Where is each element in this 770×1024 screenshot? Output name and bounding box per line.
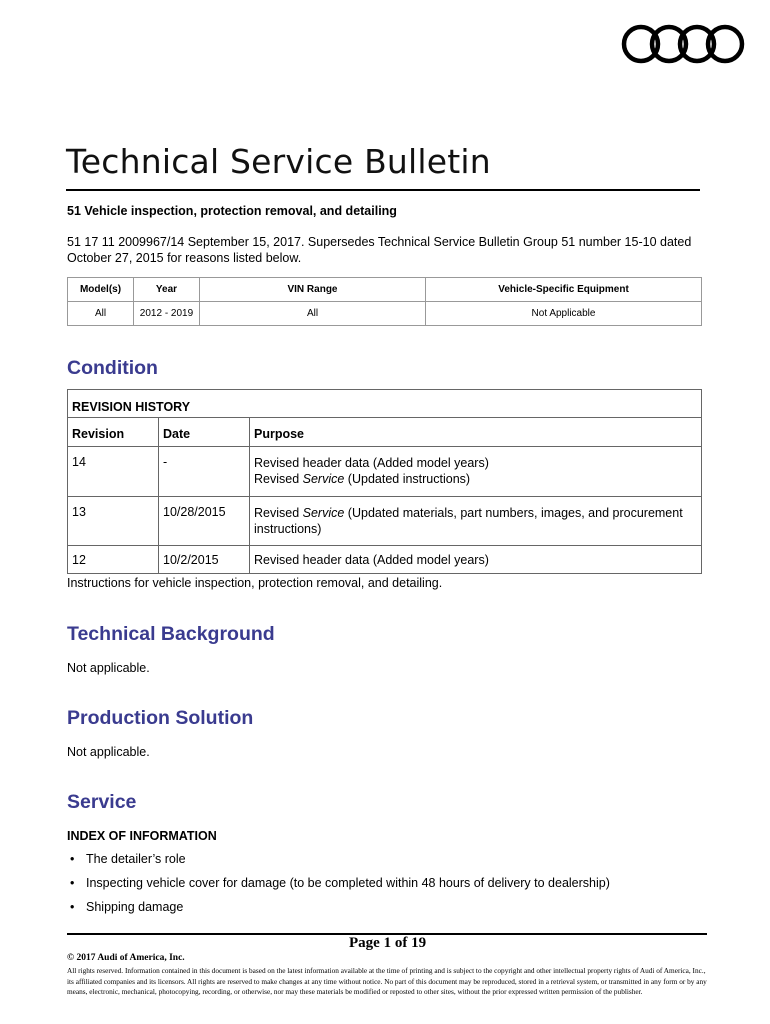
bullet-icon: • — [70, 852, 75, 866]
revision-number: 12 — [68, 546, 159, 574]
models-header-vin-range: VIN Range — [200, 278, 426, 302]
purpose-text: Revised — [254, 472, 303, 486]
list-item-label: Inspecting vehicle cover for damage (to be completed within 48 hours of delivery to dealership) — [86, 876, 610, 890]
service-heading: Service — [67, 791, 137, 813]
models-table — [67, 277, 702, 326]
bullet-icon: • — [70, 876, 75, 890]
revision-history-caption: REVISION HISTORY — [68, 390, 702, 418]
purpose-emphasis: Service — [302, 472, 345, 486]
list-item — [67, 876, 610, 900]
models-cell-equipment: Not Applicable — [426, 302, 702, 326]
document-title: Technical Service Bulletin — [66, 142, 491, 181]
list-item — [67, 852, 610, 876]
models-cell-model: All — [68, 302, 134, 326]
table-row — [68, 546, 702, 574]
models-header-year: Year — [134, 278, 200, 302]
models-table-header-row — [68, 278, 702, 302]
audi-four-rings-icon — [620, 22, 748, 66]
revision-header-row — [68, 418, 702, 447]
legal-notice: All rights reserved. Information contained in this document is based on the latest information available at the time of printing and is subject to the copyright and other intellectual property rights of Audi of America, Inc., its affiliated companies and its licensors. All rights are reserved to make changes at any time without notice. No part of this document may be reproduced, stored in a retrieval system, or transmitted in any form or by any means, electronic, mechanical, photocopying, recording, or otherwise, nor may these materials be modified or reposted to other sites, without the prior expressed written permission of the publisher. — [67, 966, 707, 996]
list-item-label: Shipping damage — [86, 900, 184, 914]
models-header-model: Model(s) — [68, 278, 134, 302]
list-item-label: The detailer’s role — [86, 852, 186, 866]
revision-header-date: Date — [159, 418, 250, 447]
revision-number: 13 — [68, 497, 159, 546]
production-solution-heading: Production Solution — [67, 707, 254, 729]
production-solution-text: Not applicable. — [67, 745, 150, 759]
copyright-notice: © 2017 Audi of America, Inc. — [67, 953, 185, 963]
purpose-text: Revised — [254, 506, 303, 520]
revision-purpose-line — [254, 471, 697, 487]
table-row — [68, 497, 702, 546]
purpose-emphasis: Service — [302, 506, 345, 520]
title-divider — [66, 189, 700, 191]
revision-header-revision: Revision — [68, 418, 159, 447]
revision-date: 10/28/2015 — [159, 497, 250, 546]
purpose-text: (Updated instructions) — [344, 472, 471, 486]
bullet-icon: • — [70, 900, 75, 914]
table-row — [68, 302, 702, 326]
bulletin-subtitle: 51 Vehicle inspection, protection removal, and detailing — [67, 204, 397, 218]
revision-date: 10/2/2015 — [159, 546, 250, 574]
index-of-information-heading: INDEX OF INFORMATION — [67, 829, 217, 843]
condition-instructions: Instructions for vehicle inspection, protection removal, and detailing. — [67, 576, 443, 590]
bulletin-intro: 51 17 11 2009967/14 September 15, 2017. Supersedes Technical Service Bulletin Group 51 number 15-10 dated October 27, 2015 for reasons listed below. — [67, 235, 692, 265]
models-header-equipment: Vehicle-Specific Equipment — [426, 278, 702, 302]
page-number: Page 1 of 19 — [349, 935, 427, 951]
revision-history-caption-row — [68, 390, 702, 418]
models-cell-year: 2012 - 2019 — [134, 302, 200, 326]
revision-purpose — [250, 497, 702, 546]
revision-header-purpose: Purpose — [250, 418, 702, 447]
condition-heading: Condition — [67, 357, 158, 379]
revision-number: 14 — [68, 447, 159, 497]
revision-purpose — [250, 447, 702, 497]
purpose-text: (Updated materials, part numbers, images, and procurement instructions) — [254, 506, 683, 536]
table-row — [68, 447, 702, 497]
revision-date: - — [159, 447, 250, 497]
index-list — [67, 852, 610, 924]
revision-history-table — [67, 389, 702, 574]
technical-background-text: Not applicable. — [67, 661, 150, 675]
technical-background-heading: Technical Background — [67, 623, 275, 645]
revision-purpose: Revised header data (Added model years) — [250, 546, 702, 574]
list-item — [67, 900, 610, 924]
revision-purpose-line: Revised header data (Added model years) — [254, 456, 489, 470]
models-cell-vin-range: All — [200, 302, 426, 326]
